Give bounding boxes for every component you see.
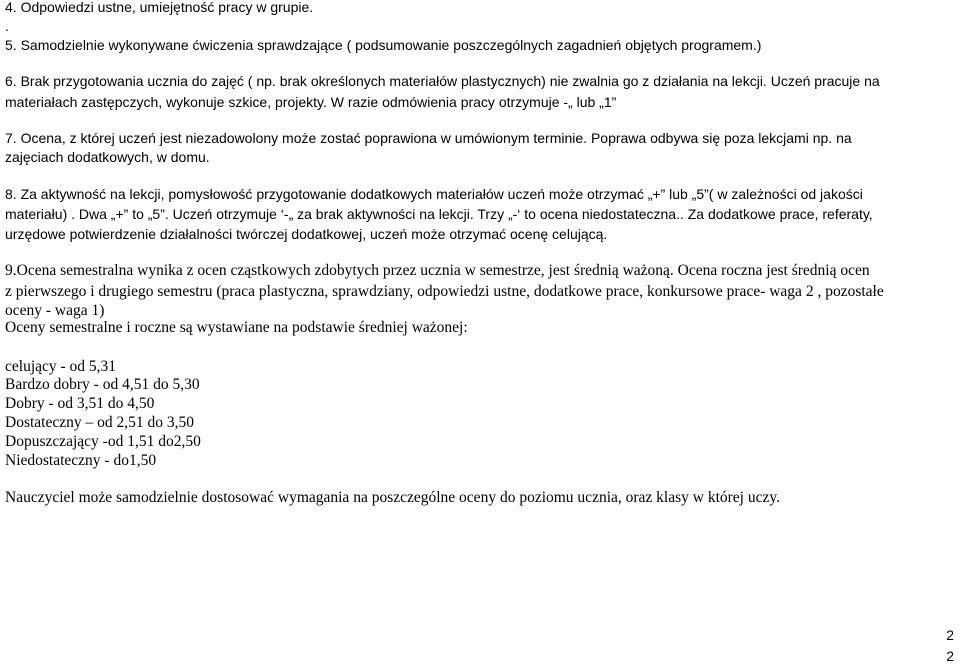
closing-note: Nauczyciel może samodzielnie dostosować wymagania na poszczególne oceny do poziomu ucznia, oraz klasy w której uczy.	[5, 489, 780, 506]
dot-line: .	[5, 18, 9, 34]
item-9-line-3: oceny - waga 1)	[5, 302, 105, 319]
item-7-line-2: zajęciach dodatkowych, w domu.	[5, 149, 210, 165]
page-number: 2	[946, 627, 954, 643]
grade-dostateczny: Dostateczny – od 2,51 do 3,50	[5, 414, 194, 431]
item-7-line-1: 7. Ocena, z której uczeń jest niezadowolony może zostać poprawiona w umówionym terminie. Poprawa odbywa się poza lekcjami np. na	[5, 130, 852, 146]
item-8-line-1: 8. Za aktywność na lekcji, pomysłowość przygotowanie dodatkowych materiałów uczeń może otrzymać „+” lub „5”( w zależności od jakości	[5, 186, 863, 202]
item-9-line-2: z pierwszego i drugiego semestru (praca plastyczna, sprawdziany, odpowiedzi ustne, dodatkowe prace, konkursowe prace- waga 2 , pozostałe	[5, 283, 884, 300]
item-9-line-1: 9.Ocena semestralna wynika z ocen cząstkowych zdobytych przez ucznia w semestrze, jest średnią ważoną. Ocena roczna jest średnią ocen	[5, 262, 870, 279]
item-5: 5. Samodzielnie wykonywane ćwiczenia sprawdzające ( podsumowanie poszczególnych zagadnień objętych programem.)	[5, 37, 762, 53]
grade-dopuszczajacy: Dopuszczający -od 1,51 do2,50	[5, 433, 201, 450]
grade-dobry: Dobry - od 3,51 do 4,50	[5, 395, 155, 412]
item-8-line-2: materiału) . Dwa „+” to „5”. Uczeń otrzymuje ‘-„ za brak aktywności na lekcji. Trzy „-‘ to ocena niedostateczna.. Za dodatkowe prace, referaty,	[5, 206, 873, 222]
grade-celujacy: celujący - od 5,31	[5, 358, 117, 375]
weighted-average-intro: Oceny semestralne i roczne są wystawiane na podstawie średniej ważonej:	[5, 319, 468, 336]
grade-bardzo-dobry: Bardzo dobry - od 4,51 do 5,30	[5, 376, 200, 393]
item-4: 4. Odpowiedzi ustne, umiejętność pracy w grupie.	[5, 0, 314, 15]
grade-niedostateczny: Niedostateczny - do1,50	[5, 452, 157, 469]
item-8-line-3: urzędowe potwierdzenie działalności twórczej dodatkowej, uczeń może otrzymać ocenę celującą.	[5, 226, 608, 242]
item-6-line-1: 6. Brak przygotowania ucznia do zajęć ( np. brak określonych materiałów plastycznych) nie zwalnia go z działania na lekcji. Uczeń pracuje na	[5, 73, 880, 89]
item-6-line-2: materiałach zastępczych, wykonuje szkice, projekty. W razie odmówienia pracy otrzymuje -„ lub „1”	[5, 94, 617, 110]
page-number-footer: 2	[946, 648, 954, 664]
